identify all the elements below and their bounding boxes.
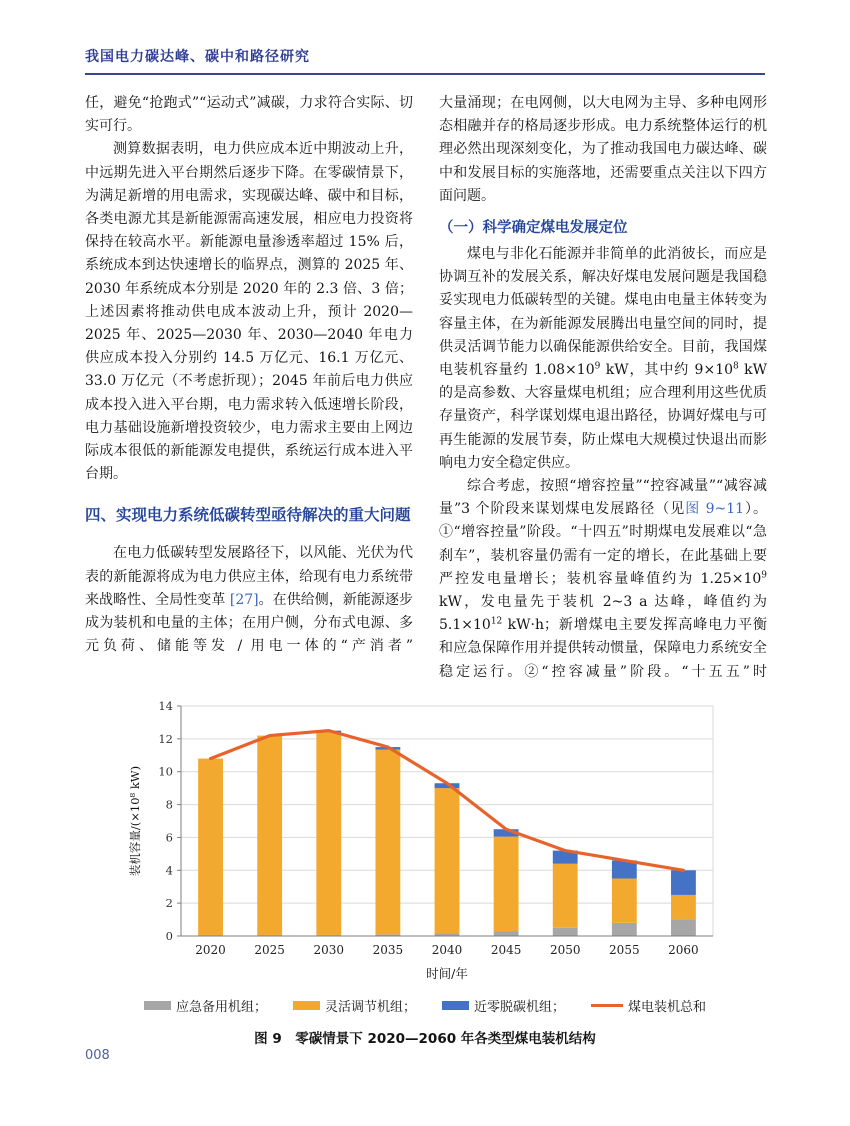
x-tick-label: 2050 [549,943,581,957]
bar-segment-应急备用机组 [612,923,637,936]
text-segment: 大量涌现；在电网侧，以大电网为主导、多种电网形态相融并存的格局逐步形成。电力系统整体运行的机理必然出现深刻变化，为了推动我国电力碳达峰、碳中和发展目标的实施落地，还需要重点关注以下四方面问题。 [439,95,767,204]
bar-segment-应急备用机组 [553,928,578,936]
superscript: 12 [490,616,503,627]
y-tick-label: 8 [165,797,173,812]
text-columns [85,92,767,684]
bar-segment-应急备用机组 [494,931,519,936]
y-tick-label: 10 [158,764,173,779]
bar-segment-灵活调节机组 [375,750,400,935]
x-tick-label: 2020 [195,943,226,957]
running-title: 我国电力碳达峰、碳中和路径研究 [85,46,765,75]
y-tick-label: 12 [158,731,173,746]
superscript: 8 [733,361,739,372]
bar-segment-灵活调节机组 [553,864,578,928]
x-tick-label: 2025 [254,943,285,957]
text-segment: 测算数据表明，电力供应成本近中期波动上升，中远期先进入平台期然后逐步下降。在零碳情景下，为满足新增的用电需求，实现碳达峰、碳中和目标，各类电源尤其是新能源需高速发展，相应电力投资将保持在较高水平。新能源电量渗透率超过 15% 后，系统成本到达快速增长的临界点，测算的 2025 年、2030 年系统成本分别是 2020 年的 2.3 倍、3 倍；上述因素将推动供电成本波动上升，预计 2020—2025 年、2025—2030 年、2030—2040 年电力供应成本投入分别约 14.5 万亿元、16.1 万亿元、33.0 万亿元（不考虑折现）；2045 年前后电力供应成本投入进入平台期，电力需求转入低速增长阶段，电力基础设施新增投资较少，电力需求主要由上网边际成本很低的新能源发电提供，系统运行成本进入平台期。 [85,141,413,483]
citation-link[interactable]: [27] [229,591,259,608]
coal-capacity-chart [125,698,725,990]
x-tick-label: 2040 [431,943,463,957]
x-tick-label: 2055 [609,943,640,957]
y-tick-label: 0 [165,929,173,943]
paragraph [85,92,413,138]
x-tick-label: 2060 [668,943,699,957]
text-segment: 。在供给侧，新能源逐步成为装机和电量的主体；在用户侧，分布式电源、多元负荷、储能等发 / 用电一体的“产消者” [85,591,414,655]
bar-segment-应急备用机组 [671,920,696,936]
y-tick-label: 2 [165,896,173,911]
figure-caption: 图 9 零碳情景下 2020—2060 年各类型煤电装机结构 [254,1031,596,1047]
figure-9 [85,698,765,1047]
x-axis-title: 时间/年 [426,966,468,981]
x-tick-label: 2045 [490,943,522,957]
legend-item [442,996,565,1015]
y-tick-label: 6 [165,830,173,845]
bar-segment-灵活调节机组 [257,736,282,936]
chart-legend [85,996,765,1015]
section-heading: 四、实现电力系统低碳转型亟待解决的重大问题 [85,506,411,525]
legend-item [293,996,416,1015]
text-segment: 综合考虑，按照“增容控量”“控容减量”“减容减量”3 个阶段来谋划煤电发展路径（见 [439,478,767,518]
legend-rect-swatch [144,1001,171,1010]
bar-segment-灵活调节机组 [612,879,637,923]
text-segment: ）。①“增容控量”阶段。“十四五”时期煤电发展难以“急刹车”，装机容量仍需有一定的增长，在此基础上要严控发电量增长；装机容量峰值约为 1.25×10 [439,501,768,587]
paragraph [439,92,767,208]
bar-segment-灵活调节机组 [435,788,460,933]
paragraph [439,243,767,475]
y-axis-title: 装机容量/(×10⁸ kW) [128,765,142,877]
text-segment: 任，避免“抢跑式”“运动式”减碳，力求符合实际、切实可行。 [85,95,413,135]
page-number: 008 [85,1048,110,1063]
y-tick-label: 4 [165,863,173,878]
y-tick-label: 14 [158,699,173,713]
paragraph [85,542,413,658]
legend-rect-swatch [293,1001,320,1010]
legend-label: 近零脱碳机组； [474,1000,566,1015]
x-tick-label: 2035 [372,943,404,957]
bar-segment-近零脱碳机组 [671,870,696,895]
superscript: 9 [594,361,601,372]
legend-line-swatch [591,1004,623,1008]
legend-rect-swatch [442,1001,469,1010]
right-column [439,92,767,684]
text-segment: kW 的是高参数、大容量煤电机组；应合理利用这些优质存量资产，科学谋划煤电退出路径，协调好煤电与可再生能源的发展节奏，防止煤电大规模过快退出而影响电力安全稳定供应。 [439,362,767,471]
paragraph [85,138,413,486]
legend-item [144,996,267,1015]
legend-label: 应急备用机组； [175,1000,267,1015]
left-column [85,92,413,684]
paragraph [439,475,767,684]
text-segment: kW·h；新增煤电主要发挥高峰电力平衡和应急保障作用并提供转动惯量，保障电力系统安全稳定运行。②“控容减量”阶段。“十五五”时 [439,617,767,680]
bar-segment-灵活调节机组 [494,837,519,931]
bar-segment-灵活调节机组 [671,895,696,920]
citation-link[interactable]: 图 9~11 [685,501,745,518]
x-tick-label: 2030 [313,943,345,957]
superscript: 9 [761,570,767,581]
bar-segment-灵活调节机组 [198,759,223,936]
legend-label: 煤电装机总和 [628,1000,707,1015]
section-heading: （一）科学确定煤电发展定位 [439,220,628,237]
text-segment: 在电力低碳转型发展路径下，以风能、光伏为代表的新能源将成为电力供应主体，给现有电力系统带来战略性、全局性变革 [85,545,413,608]
text-segment: 煤电与非化石能源并非简单的此消彼长，而应是协调互补的发展关系，解决好煤电发展问题是我国稳妥实现电力低碳转型的关键。煤电由电量主体转变为容量主体，在为新能源发展腾出电量空间的同时，提供灵活调节能力以确保能源供给安全。目前，我国煤电装机容量约 1.08×10 [439,246,767,379]
text-segment: kW，其中约 9×10 [600,362,734,379]
legend-label: 灵活调节机组； [324,1000,416,1015]
bar-segment-灵活调节机组 [316,732,341,936]
text-segment: kW，发电量先于装机 2~3 a 达峰，峰值约为 5.1×10 [439,594,767,634]
legend-item [591,996,706,1015]
